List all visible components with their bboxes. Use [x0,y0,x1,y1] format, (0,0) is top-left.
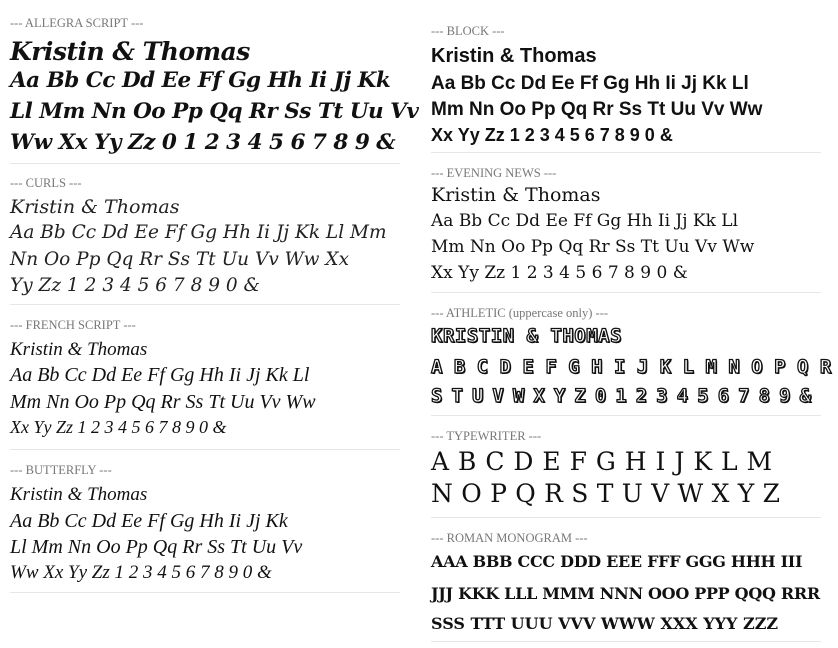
sample-line: Mm Nn Oo Pp Qq Rr Ss Tt Uu Vv Ww [10,391,316,413]
font-sample-curls [10,174,400,305]
sample-line: A B C D E F G H I J K L M N O P Q R [431,356,832,378]
font-sample-typewriter [431,427,821,518]
sample-name: Kristin & Thomas [10,37,250,66]
font-label: --- TYPEWRITER --- [431,429,542,443]
font-label: --- BLOCK --- [431,24,505,38]
sample-line: Mm Nn Oo Pp Qq Rr Ss Tt Uu Vv Ww [431,237,755,257]
sample-line: Aa Bb Cc Dd Ee Ff Gg Hh Ii Jj Kk [10,68,391,93]
font-label: --- BUTTERFLY --- [10,463,112,477]
sample-line: S T U V W X Y Z 0 1 2 3 4 5 6 7 8 9 & [431,385,810,407]
sample-line: Ww Xx Yy Zz 0 1 2 3 4 5 6 7 8 9 & [10,130,396,155]
font-label: --- EVENING NEWS --- [431,166,557,180]
sample-line: Aa Bb Cc Dd Ee Ff Gg Hh Ii Jj Kk Ll [431,211,739,231]
sample-line: Ll Mm Nn Oo Pp Qq Rr Ss Tt Uu Vv [10,536,303,558]
sample-line: Ww Xx Yy Zz 1 2 3 4 5 6 7 8 9 0 & [10,562,272,583]
sample-line: Xx Yy Zz 1 2 3 4 5 6 7 8 9 0 & [10,417,227,437]
font-sample-roman-monogram [431,529,821,642]
sample-name: Kristin & Thomas [10,196,180,218]
sample-line: JJJ KKK LLL MMM NNN OOO PPP QQQ RRR [431,584,820,603]
font-label: --- ROMAN MONOGRAM --- [431,531,588,545]
sample-line: Xx Yy Zz 1 2 3 4 5 6 7 8 9 0 & [431,125,673,145]
sample-line: Nn Oo Pp Qq Rr Ss Tt Uu Vv Ww Xx [10,249,349,270]
sample-line: A B C D E F G H I J K L M [431,447,773,476]
font-sample-butterfly [10,461,400,593]
sample-line: N O P Q R S T U V W X Y Z [431,479,781,508]
font-sample-evening-news [431,164,821,293]
sample-name: KRISTIN & THOMAS [431,325,623,347]
font-label: --- ATHLETIC (uppercase only) --- [431,306,609,320]
font-label: --- ALLEGRA SCRIPT --- [10,16,144,30]
sample-line: Aa Bb Cc Dd Ee Ff Gg Hh Ii Jj Kk Ll Mm [10,222,387,243]
sample-line: Yy Zz 1 2 3 4 5 6 7 8 9 0 & [10,275,261,296]
font-sample-allegra-script [10,8,419,164]
sample-name: Kristin & Thomas [431,184,601,206]
sample-line: Aa Bb Cc Dd Ee Ff Gg Hh Ii Jj Kk [10,510,288,532]
font-sample-block [431,16,821,153]
sample-name: Kristin & Thomas [10,484,148,505]
sample-line: SSS TTT UUU VVV WWW XXX YYY ZZZ [431,614,779,633]
font-label: --- CURLS --- [10,176,82,190]
sample-name: Kristin & Thomas [10,339,148,360]
sample-name: Kristin & Thomas [431,45,597,67]
sample-line: Aa Bb Cc Dd Ee Ff Gg Hh Ii Jj Kk Ll [10,364,310,386]
font-sample-french-script [10,316,400,450]
sample-line: Mm Nn Oo Pp Qq Rr Ss Tt Uu Vv Ww [431,99,763,120]
font-label: --- FRENCH SCRIPT --- [10,318,136,332]
sample-line: AAA BBB CCC DDD EEE FFF GGG HHH III [431,552,803,571]
font-sample-athletic [431,304,832,416]
sample-line: Aa Bb Cc Dd Ee Ff Gg Hh Ii Jj Kk Ll [431,73,749,94]
sample-line: Xx Yy Zz 1 2 3 4 5 6 7 8 9 0 & [431,263,688,283]
sample-line: Ll Mm Nn Oo Pp Qq Rr Ss Tt Uu Vv [10,99,419,124]
